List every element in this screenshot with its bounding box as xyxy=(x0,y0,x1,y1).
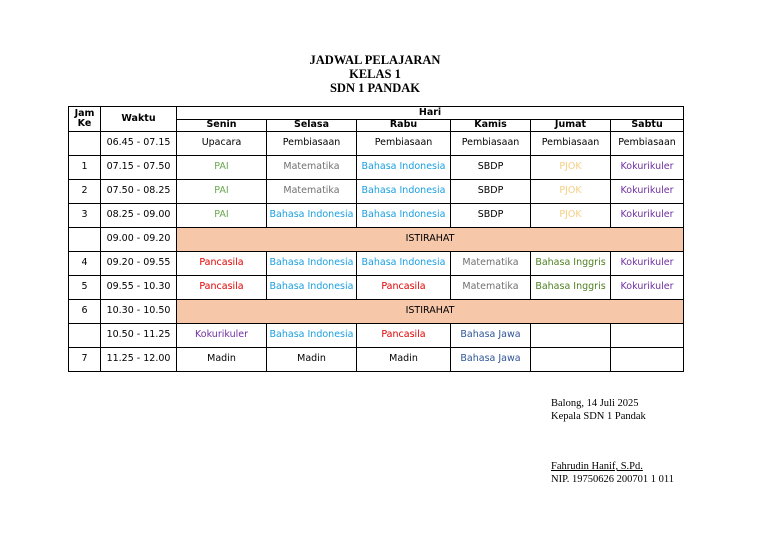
subject-cell-selasa: Pembiasaan xyxy=(267,132,357,156)
header-day-kamis: Kamis xyxy=(451,120,531,132)
subject-cell-kamis: Pembiasaan xyxy=(451,132,531,156)
schedule-row xyxy=(69,132,684,156)
jam-ke-cell: 2 xyxy=(69,180,101,204)
subject-cell-jumat: Pembiasaan xyxy=(531,132,611,156)
jam-ke-cell xyxy=(69,324,101,348)
subject-cell-jumat: PJOK xyxy=(531,156,611,180)
waktu-cell: 09.55 - 10.30 xyxy=(101,276,177,300)
doc-title-line3: SDN 1 PANDAK xyxy=(329,81,421,95)
jam-ke-cell xyxy=(69,228,101,252)
break-cell: ISTIRAHAT xyxy=(177,228,684,252)
subject-cell-senin: Pancasila xyxy=(177,276,267,300)
header-jam-ke: Jam Ke xyxy=(69,107,101,132)
subject-cell-kamis: Matematika xyxy=(451,276,531,300)
waktu-cell: 11.25 - 12.00 xyxy=(101,348,177,372)
subject-cell-jumat: Bahasa Inggris xyxy=(531,276,611,300)
schedule-row xyxy=(69,324,684,348)
subject-cell-rabu: Pancasila xyxy=(357,276,451,300)
schedule-row xyxy=(69,204,684,228)
schedule-row xyxy=(69,348,684,372)
subject-cell-sabtu: Kokurikuler xyxy=(611,204,684,228)
subject-cell-senin: PAI xyxy=(177,156,267,180)
waktu-cell: 10.30 - 10.50 xyxy=(101,300,177,324)
subject-cell-senin: Pancasila xyxy=(177,252,267,276)
waktu-cell: 10.50 - 11.25 xyxy=(101,324,177,348)
break-row xyxy=(69,300,684,324)
subject-cell-sabtu: Kokurikuler xyxy=(611,252,684,276)
subject-cell-jumat: PJOK xyxy=(531,180,611,204)
subject-cell-selasa: Matematika xyxy=(267,180,357,204)
subject-cell-rabu: Bahasa Indonesia xyxy=(357,204,451,228)
schedule-row xyxy=(69,156,684,180)
signature-position: Kepala SDN 1 Pandak xyxy=(551,411,646,422)
subject-cell-selasa: Bahasa Indonesia xyxy=(267,204,357,228)
waktu-cell: 08.25 - 09.00 xyxy=(101,204,177,228)
signature-name: Fahrudin Hanif, S.Pd. xyxy=(551,461,643,472)
subject-cell-rabu: Pembiasaan xyxy=(357,132,451,156)
waktu-cell: 07.15 - 07.50 xyxy=(101,156,177,180)
jam-ke-cell: 7 xyxy=(69,348,101,372)
header-day-rabu: Rabu xyxy=(357,120,451,132)
doc-title-line1: JADWAL PELAJARAN xyxy=(309,53,441,67)
subject-cell-rabu: Bahasa Indonesia xyxy=(357,156,451,180)
subject-cell-rabu: Bahasa Indonesia xyxy=(357,252,451,276)
subject-cell-senin: Upacara xyxy=(177,132,267,156)
header-day-sabtu: Sabtu xyxy=(611,120,684,132)
subject-cell-senin: PAI xyxy=(177,204,267,228)
jam-ke-cell: 6 xyxy=(69,300,101,324)
waktu-cell: 07.50 - 08.25 xyxy=(101,180,177,204)
waktu-cell: 06.45 - 07.15 xyxy=(101,132,177,156)
subject-cell-sabtu: Pembiasaan xyxy=(611,132,684,156)
waktu-cell: 09.20 - 09.55 xyxy=(101,252,177,276)
jam-ke-cell: 1 xyxy=(69,156,101,180)
subject-cell-sabtu xyxy=(611,348,684,372)
schedule-row xyxy=(69,252,684,276)
jam-ke-cell: 5 xyxy=(69,276,101,300)
subject-cell-rabu: Madin xyxy=(357,348,451,372)
header-day-selasa: Selasa xyxy=(267,120,357,132)
subject-cell-kamis: SBDP xyxy=(451,204,531,228)
schedule-row xyxy=(69,276,684,300)
header-waktu: Waktu xyxy=(101,107,177,132)
header-day-jumat: Jumat xyxy=(531,120,611,132)
subject-cell-kamis: Bahasa Jawa xyxy=(451,324,531,348)
subject-cell-sabtu: Kokurikuler xyxy=(611,276,684,300)
break-cell: ISTIRAHAT xyxy=(177,300,684,324)
header-day-senin: Senin xyxy=(177,120,267,132)
subject-cell-senin: PAI xyxy=(177,180,267,204)
schedule-table xyxy=(68,106,684,372)
subject-cell-kamis: Matematika xyxy=(451,252,531,276)
subject-cell-jumat xyxy=(531,324,611,348)
subject-cell-selasa: Bahasa Indonesia xyxy=(267,252,357,276)
signature-place-date: Balong, 14 Juli 2025 xyxy=(551,398,639,409)
waktu-cell: 09.00 - 09.20 xyxy=(101,228,177,252)
subject-cell-sabtu: Kokurikuler xyxy=(611,156,684,180)
subject-cell-kamis: Bahasa Jawa xyxy=(451,348,531,372)
subject-cell-selasa: Madin xyxy=(267,348,357,372)
subject-cell-selasa: Bahasa Indonesia xyxy=(267,276,357,300)
subject-cell-senin: Kokurikuler xyxy=(177,324,267,348)
break-row xyxy=(69,228,684,252)
subject-cell-kamis: SBDP xyxy=(451,156,531,180)
subject-cell-kamis: SBDP xyxy=(451,180,531,204)
subject-cell-rabu: Pancasila xyxy=(357,324,451,348)
subject-cell-sabtu xyxy=(611,324,684,348)
schedule-row xyxy=(69,180,684,204)
subject-cell-selasa: Matematika xyxy=(267,156,357,180)
subject-cell-jumat: Bahasa Inggris xyxy=(531,252,611,276)
jam-ke-cell xyxy=(69,132,101,156)
subject-cell-rabu: Bahasa Indonesia xyxy=(357,180,451,204)
subject-cell-jumat: PJOK xyxy=(531,204,611,228)
doc-title-line2: KELAS 1 xyxy=(349,67,401,81)
signature-nip: NIP. 19750626 200701 1 011 xyxy=(551,474,674,485)
subject-cell-selasa: Bahasa Indonesia xyxy=(267,324,357,348)
header-hari: Hari xyxy=(177,107,684,120)
jam-ke-cell: 3 xyxy=(69,204,101,228)
subject-cell-sabtu: Kokurikuler xyxy=(611,180,684,204)
subject-cell-senin: Madin xyxy=(177,348,267,372)
jam-ke-cell: 4 xyxy=(69,252,101,276)
subject-cell-jumat xyxy=(531,348,611,372)
